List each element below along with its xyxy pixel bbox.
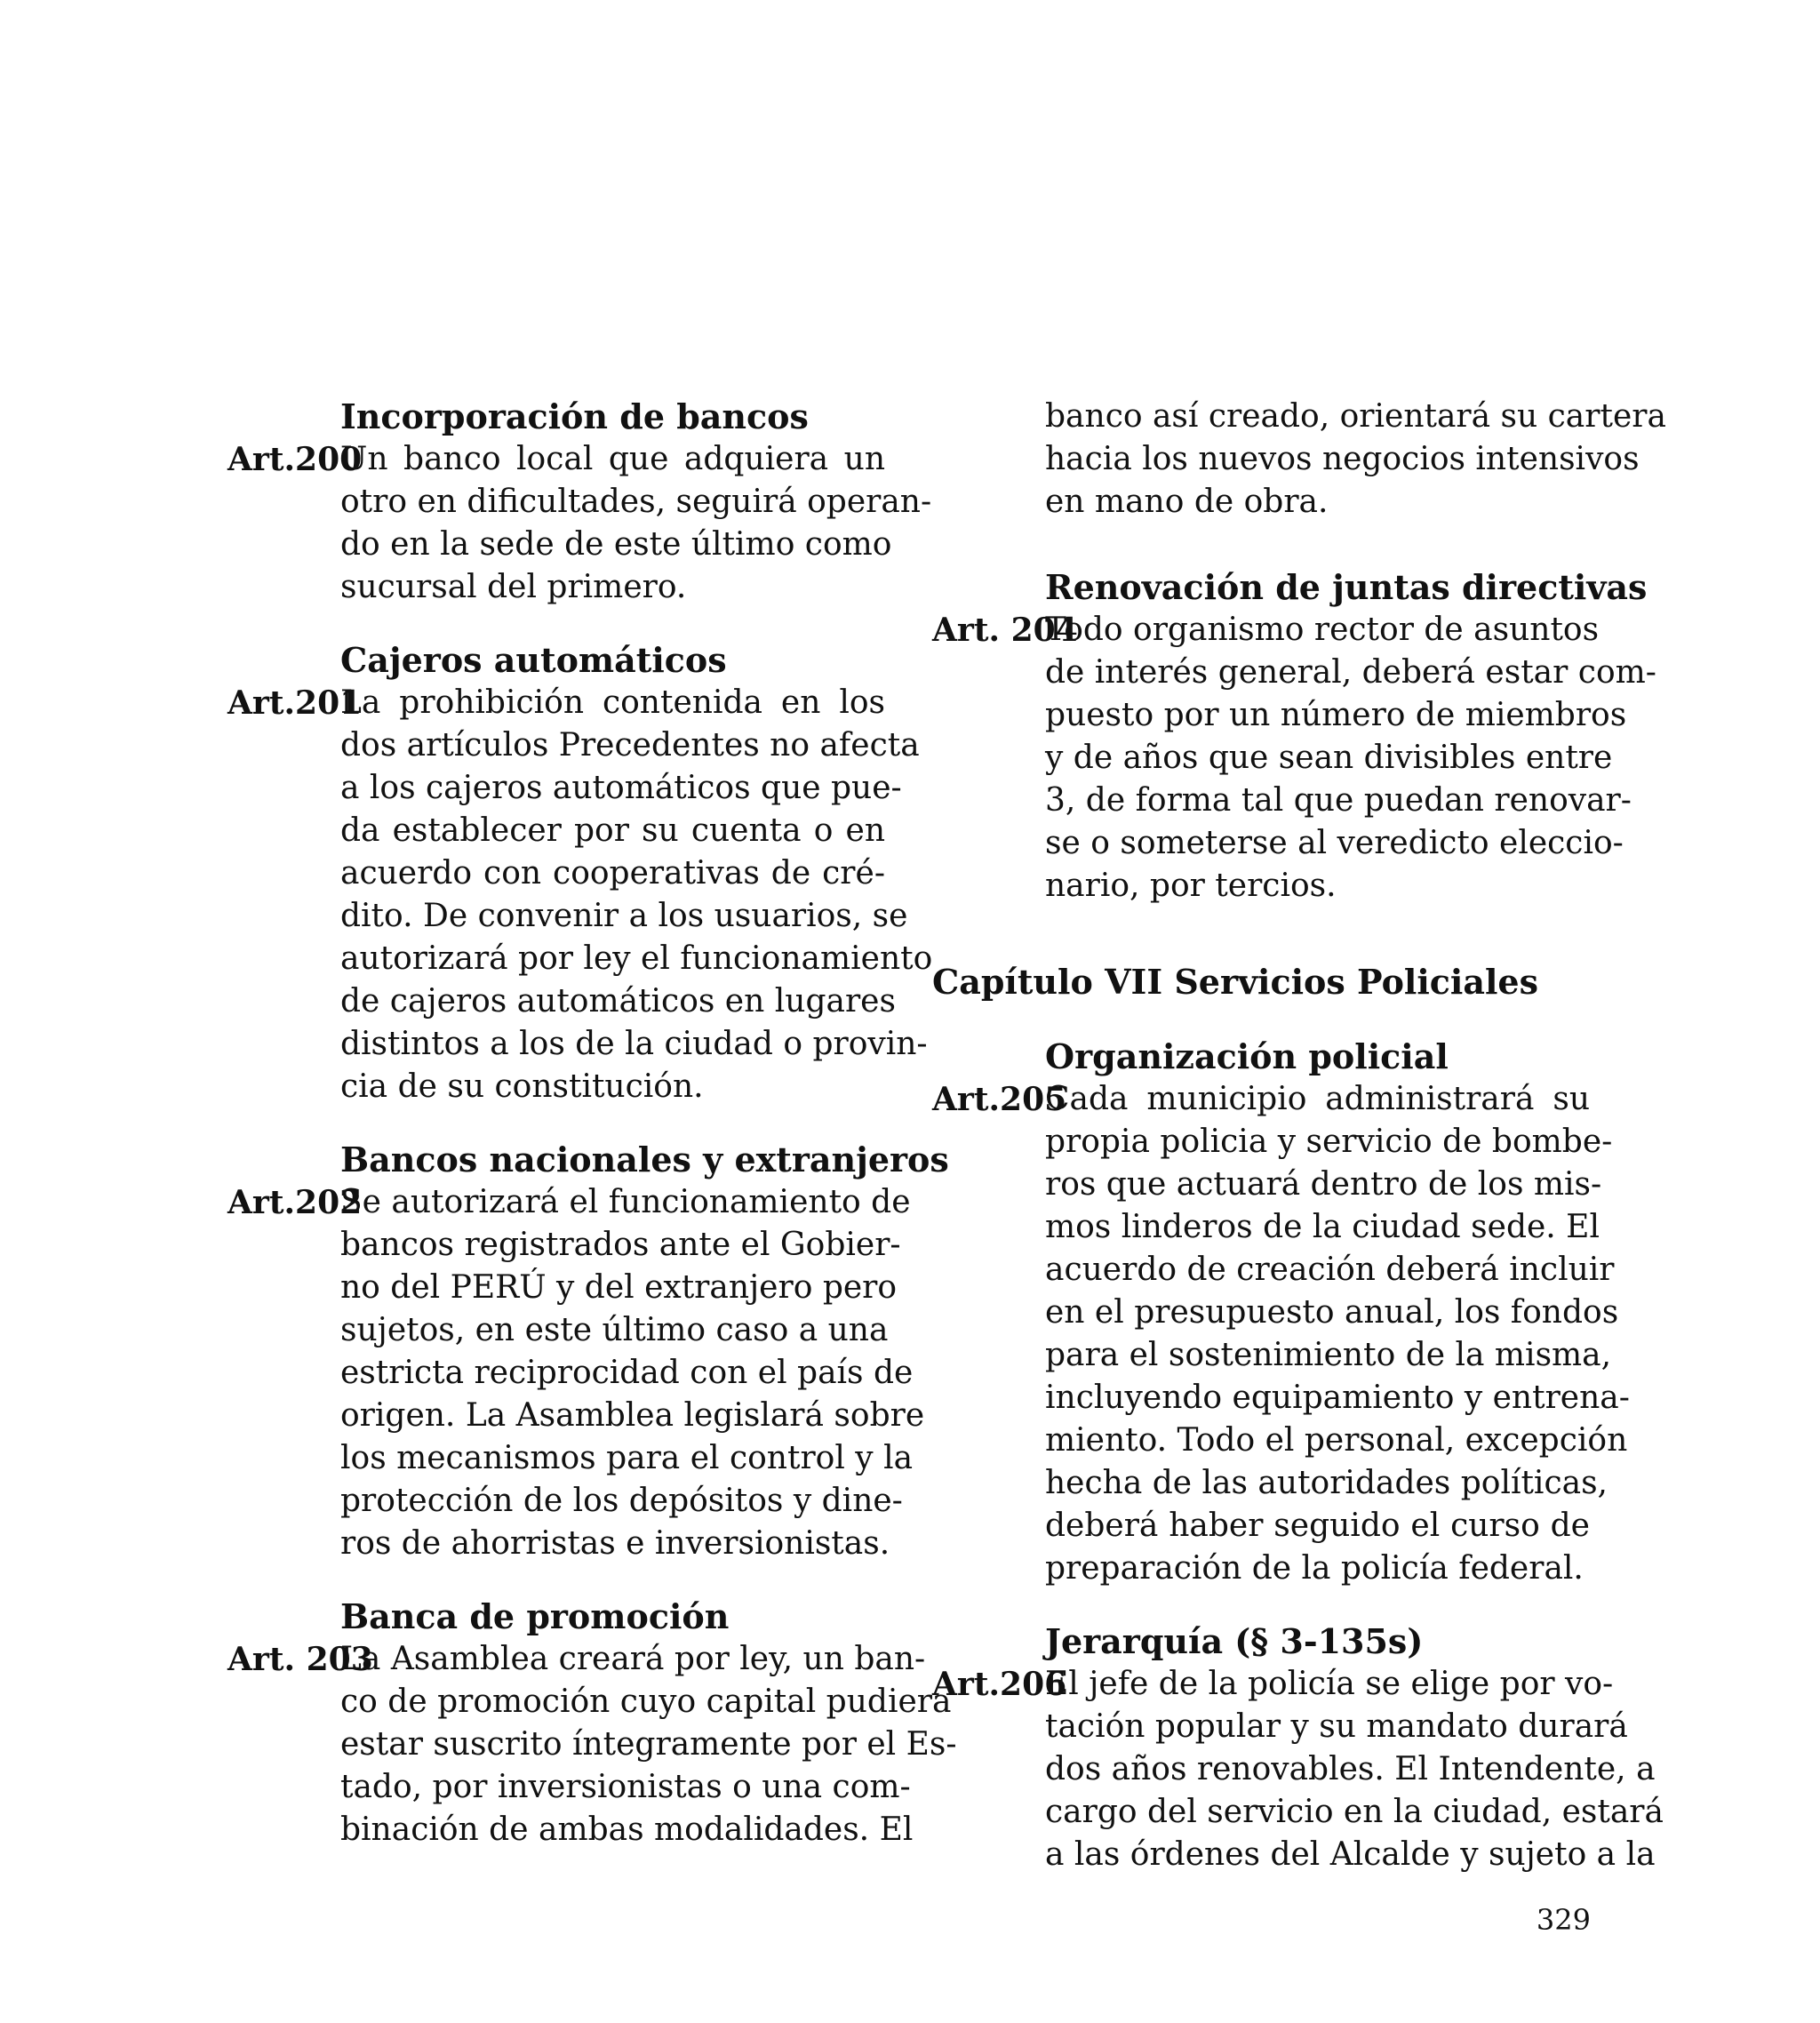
article-text <box>1045 1078 1630 1590</box>
text-line: nario, por tercios. <box>1045 868 1337 904</box>
article-203-continuation <box>1045 396 1666 524</box>
article-heading: Banca de promoción <box>340 1596 730 1636</box>
text-line: dos artículos Precedentes no afecta <box>340 727 920 764</box>
text-line: origen. La Asamblea legislará sobre <box>340 1397 925 1434</box>
text-line: bancos registrados ante el Gobier- <box>340 1227 901 1263</box>
article-205 <box>932 1078 1630 1590</box>
text-line: autorizará por ley el funcionamiento <box>340 940 933 977</box>
article-label: Art.205 <box>932 1081 1067 1118</box>
article-204 <box>932 609 1656 908</box>
text-line: tación popular y su mandato durará <box>1045 1708 1628 1745</box>
page-number: 329 <box>1536 1903 1591 1937</box>
article-206 <box>932 1663 1664 1876</box>
article-200-block <box>228 396 932 609</box>
chapter-heading: Capítulo VII Servicios Policiales <box>932 962 1538 1002</box>
text-line: sujetos, en este último caso a una <box>340 1312 889 1348</box>
left-column <box>228 396 957 1851</box>
article-203-block <box>228 1595 957 1851</box>
article-label: Art.200 <box>228 441 363 478</box>
text-line: protección de los depósitos y dine- <box>340 1483 903 1519</box>
article-heading: Jerarquía (§ 3-135s) <box>1045 1621 1424 1661</box>
text-line: estar suscrito íntegramente por el Es- <box>340 1726 957 1763</box>
text-line: do en la sede de este último como <box>340 526 892 563</box>
article-label: Art.202 <box>228 1184 363 1221</box>
text-line: La Asamblea creará por ley, un ban- <box>340 1641 926 1677</box>
text-line: dito. De convenir a los usuarios, se <box>340 898 908 934</box>
text-line: acuerdo de creación deberá incluir <box>1045 1251 1615 1288</box>
text-line: ros de ahorristas e inversionistas. <box>340 1525 890 1562</box>
text-line: hacia los nuevos negocios intensivos <box>1045 441 1640 477</box>
article-heading: Incorporación de bancos <box>340 396 809 436</box>
text-line: miento. Todo el personal, excepción <box>1045 1422 1628 1459</box>
article-label: Art.201 <box>228 684 363 722</box>
text-line: en mano de obra. <box>1045 484 1329 520</box>
text-line: Todo organismo rector de asuntos <box>1045 612 1600 648</box>
article-heading: Cajeros automáticos <box>340 640 727 680</box>
text-line: El jefe de la policía se elige por vo- <box>1045 1666 1614 1702</box>
text-line: los mecanismos para el control y la <box>340 1440 914 1476</box>
article-heading: Renovación de juntas directivas <box>1045 567 1648 607</box>
article-text <box>340 1638 957 1851</box>
article-text <box>1045 1663 1664 1876</box>
article-text <box>340 682 933 1108</box>
text-line: sucursal del primero. <box>340 569 687 605</box>
text-line: banco así creado, orientará su cartera <box>1045 398 1666 435</box>
text-line: en el presupuesto anual, los fondos <box>1045 1294 1619 1331</box>
article-201-block <box>228 639 933 1108</box>
right-column <box>932 396 1666 1876</box>
text-line: incluyendo equipamiento y entrena- <box>1045 1379 1630 1416</box>
text-line: ros que actuará dentro de los mis- <box>1045 1166 1602 1203</box>
article-heading: Bancos nacionales y extranjeros <box>340 1139 949 1179</box>
text-line: hecha de las autoridades políticas, <box>1045 1465 1608 1501</box>
article-205-block <box>932 1035 1630 1590</box>
text-line: estricta reciprocidad con el país de <box>340 1355 914 1391</box>
text-line: 3, de forma tal que puedan renovar- <box>1045 782 1632 819</box>
text-line: dos años renovables. El Intendente, a <box>1045 1751 1656 1787</box>
article-206-block <box>932 1620 1664 1876</box>
text-line: Un banco local que adquiera un <box>340 441 885 477</box>
text-line: Cada municipio administrará su <box>1045 1081 1590 1117</box>
text-line: Se autorizará el funcionamiento de <box>340 1184 911 1220</box>
text-line: otro en dificultades, seguirá operan- <box>340 484 932 520</box>
text-line: mos linderos de la ciudad sede. El <box>1045 1209 1600 1245</box>
text-line: de interés general, deberá estar com- <box>1045 654 1656 691</box>
article-text <box>340 438 932 609</box>
article-label: Art.206 <box>932 1666 1067 1703</box>
text-line: se o someterse al veredicto eleccio- <box>1045 825 1624 861</box>
article-203 <box>228 1638 957 1851</box>
text-line: a las órdenes del Alcalde y sujeto a la <box>1045 1836 1656 1873</box>
text-line: binación de ambas modalidades. El <box>340 1811 914 1848</box>
text-line: y de años que sean divisibles entre <box>1045 740 1613 776</box>
text-line: co de promoción cuyo capital pudiera <box>340 1683 952 1720</box>
text-line: tado, por inversionistas o una com- <box>340 1769 911 1805</box>
text-line: de cajeros automáticos en lugares <box>340 983 896 1019</box>
article-204-block <box>932 566 1656 908</box>
text-line: La prohibición contenida en los <box>340 684 885 721</box>
article-201 <box>228 682 933 1108</box>
article-heading: Organización policial <box>1045 1036 1449 1076</box>
text-line: cargo del servicio en la ciudad, estará <box>1045 1794 1664 1830</box>
text-line: preparación de la policía federal. <box>1045 1550 1584 1587</box>
text-line: para el sostenimiento de la misma, <box>1045 1337 1612 1373</box>
article-text <box>340 1181 925 1565</box>
article-text <box>1045 609 1656 908</box>
article-202-block <box>228 1139 949 1565</box>
article-label: Art. 203 <box>228 1641 373 1678</box>
text-line: a los cajeros automáticos que pue- <box>340 770 902 806</box>
text-line: distintos a los de la ciudad o provin- <box>340 1026 928 1062</box>
article-202 <box>228 1181 925 1565</box>
text-line: puesto por un número de miembros <box>1045 697 1627 733</box>
text-line: no del PERÚ y del extranjero pero <box>340 1269 898 1306</box>
text-line: da establecer por su cuenta o en <box>340 812 885 849</box>
text-line: propia policia y servicio de bombe- <box>1045 1123 1613 1160</box>
text-line: cia de su constitución. <box>340 1068 704 1105</box>
text-line: deberá haber seguido el curso de <box>1045 1507 1590 1544</box>
text-line: acuerdo con cooperativas de cré- <box>340 855 885 892</box>
article-label: Art. 204 <box>932 612 1078 649</box>
article-200 <box>228 438 932 609</box>
